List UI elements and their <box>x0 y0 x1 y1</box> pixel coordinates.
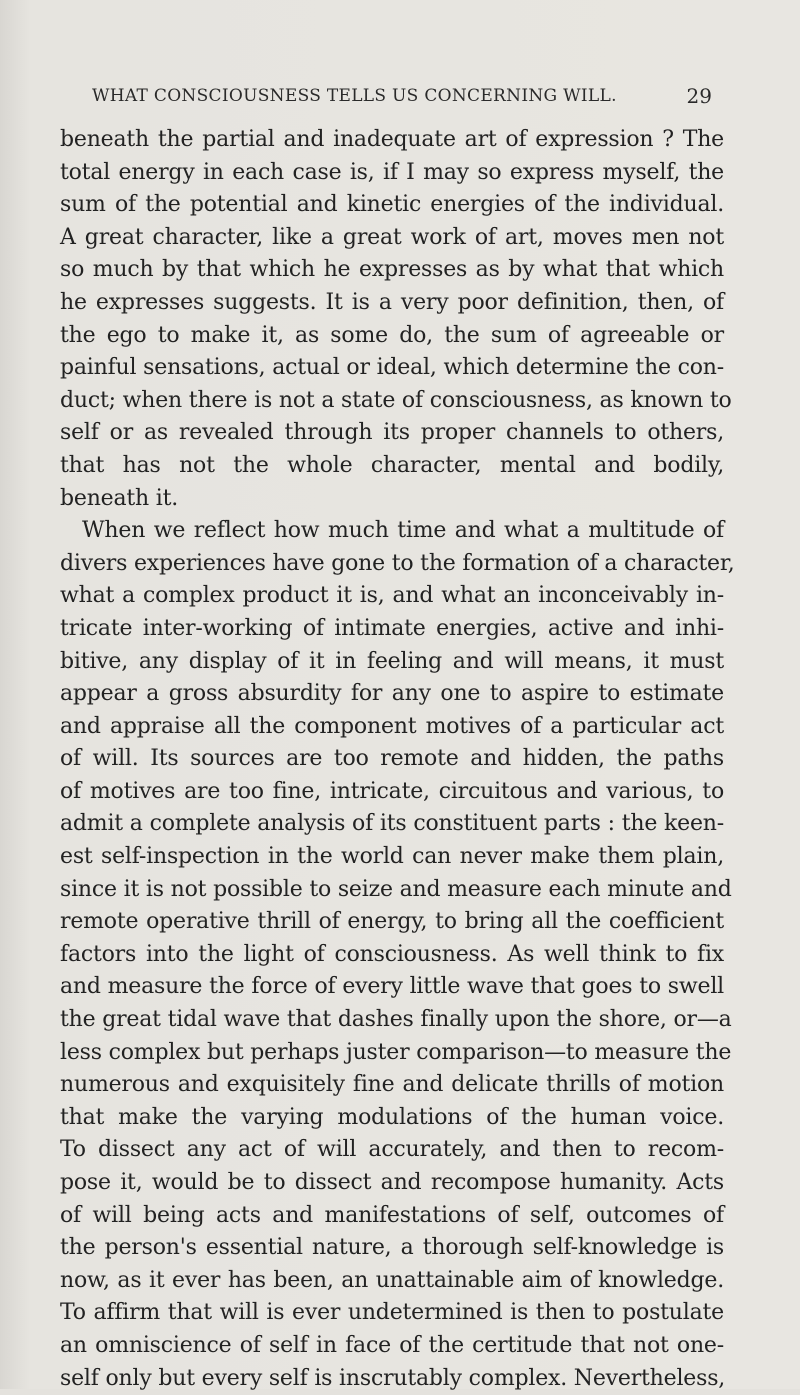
text-line: of will being acts and manifestations of self, outcomes of <box>60 1202 724 1228</box>
body-text <box>60 124 735 1395</box>
text-line: beneath the partial and inadequate art of expression ? The <box>60 127 724 152</box>
text-line: the person's essential nature, a thorough self-knowledge is <box>60 1235 724 1261</box>
text-line: the great tidal wave that dashes finally upon the shore, or—a <box>60 1007 732 1033</box>
text-line: remote operative thrill of energy, to bring all the coefficient <box>60 909 724 935</box>
text-line: that has not the whole character, mental and bodily, <box>60 452 724 478</box>
text-line: and appraise all the component motives of a particular act <box>60 713 724 739</box>
text-line: est self-inspection in the world can never make them plain, <box>60 844 724 870</box>
text-line: To dissect any act of will accurately, and then to recom- <box>60 1137 724 1163</box>
text-line: self or as revealed through its proper channels to others, <box>60 420 724 446</box>
text-line: so much by that which he expresses as by what that which <box>60 257 724 283</box>
text-line: now, as it ever has been, an unattainable aim of knowledge. <box>60 1267 724 1293</box>
text-line: sum of the potential and kinetic energies of the individual. <box>60 192 724 218</box>
text-line: painful sensations, actual or ideal, which determine the con- <box>60 355 724 381</box>
text-line: he expresses suggests. It is a very poor definition, then, of <box>60 289 724 315</box>
text-line: numerous and exquisitely fine and delicate thrills of motion <box>60 1072 724 1098</box>
paragraph <box>60 124 732 515</box>
text-line: of will. Its sources are too remote and hidden, the paths <box>60 746 724 772</box>
text-line: beneath it. <box>60 485 179 511</box>
text-line: tricate inter-working of intimate energies, active and inhi- <box>60 615 724 641</box>
text-line: A great character, like a great work of art, moves men not <box>60 224 724 250</box>
text-line: factors into the light of consciousness. As well think to fix <box>60 941 724 967</box>
text-line: that make the varying modulations of the human voice. <box>60 1104 724 1130</box>
page-number: 29 <box>686 84 712 108</box>
text-line: appear a gross absurdity for any one to aspire to estimate <box>60 681 724 707</box>
text-line: self only but every self is inscrutably complex. Nevertheless, <box>60 1365 726 1391</box>
text-line: total energy in each case is, if I may so express myself, the <box>60 159 724 185</box>
text-line: duct; when there is not a state of consciousness, as known to <box>60 387 732 413</box>
text-line: When we reflect how much time and what a multitude of <box>82 518 724 544</box>
text-line: admit a complete analysis of its constituent parts : the keen- <box>60 811 724 837</box>
text-line: bitive, any display of it in feeling and will means, it must <box>60 648 724 674</box>
text-line: since it is not possible to seize and measure each minute and <box>60 876 732 902</box>
text-line: of motives are too fine, intricate, circuitous and various, to <box>60 778 724 804</box>
running-title: WHAT CONSCIOUSNESS TELLS US CONCERNING WILL. <box>92 86 617 106</box>
text-line: an omniscience of self in face of the certitude that not one- <box>60 1332 724 1358</box>
paragraph <box>60 515 735 1395</box>
text-line: pose it, would be to dissect and recompose humanity. Acts <box>60 1170 724 1195</box>
text-line: the ego to make it, as some do, the sum of agreeable or <box>60 322 724 348</box>
text-line: To affirm that will is ever undetermined is then to postulate <box>60 1300 724 1326</box>
text-line: and measure the force of every little wave that goes to swell <box>60 974 724 1000</box>
running-head <box>0 86 712 110</box>
text-line: what a complex product it is, and what an inconceivably in- <box>60 583 724 609</box>
text-line: less complex but perhaps juster comparison—to measure the <box>60 1039 732 1065</box>
text-line: divers experiences have gone to the formation of a character, <box>60 550 735 576</box>
